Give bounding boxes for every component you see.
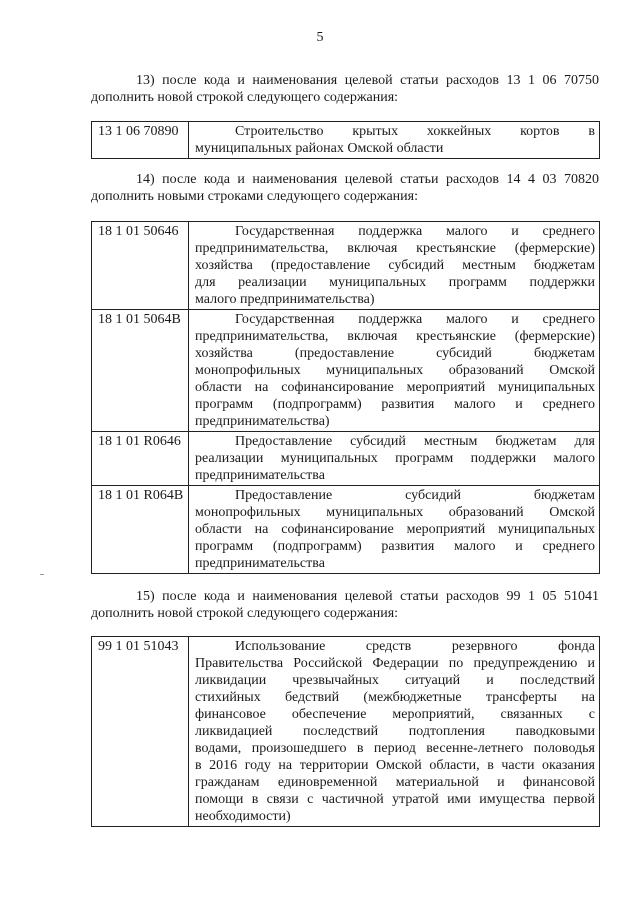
description-line: помощи в связи с частичной утратой ими имущества первой (195, 792, 595, 807)
description-line: ликвидацией последствий подтопления паводковыми (195, 724, 595, 739)
description-line: предпринимательства (195, 556, 325, 571)
section-13-intro-line-2: дополнить новой строкой следующего содержания: (91, 90, 399, 105)
table-row (92, 310, 600, 432)
description-line: области на софинансирование мероприятий муниципальных (195, 522, 595, 537)
description-line: программ (подпрограмм) развития малого и среднего (195, 539, 595, 554)
description-line: хозяйства (предоставление субсидий бюджетам (195, 346, 595, 361)
description-line: стихийных бедствий (межбюджетные трансферты на (195, 690, 595, 705)
description-line: в 2016 году на территории Омской области, в части оказания (195, 758, 595, 773)
description-line: предпринимательства, включая крестьянские (фермерские) (195, 329, 595, 344)
section-13-intro (91, 72, 599, 106)
target-description (189, 122, 600, 159)
table-row (92, 637, 600, 827)
description-line: малого предпринимательства) (195, 292, 375, 307)
target-code: 18 1 01 R0646 (92, 432, 189, 486)
description-line: Предоставление субсидий бюджетам (235, 488, 595, 503)
description-line: гражданам единовременной материальной и финансовой (195, 775, 595, 790)
page-number: 5 (316, 30, 324, 45)
section-15-table (91, 636, 600, 827)
section-15-intro-line-2: дополнить новой строкой следующего содержания: (91, 606, 399, 621)
description-line: хозяйства (предоставление субсидий местным бюджетам (195, 258, 595, 273)
section-15-intro (91, 588, 599, 622)
table-row (92, 486, 600, 574)
target-code: 13 1 06 70890 (92, 122, 189, 159)
description-line: ликвидации чрезвычайных ситуаций и последствий (195, 673, 595, 688)
description-line: финансовое обеспечение мероприятий, связанных с (195, 707, 595, 722)
description-line: реализации муниципальных программ поддержки малого (195, 451, 595, 466)
section-14-intro (91, 171, 599, 205)
description-line: программ (подпрограмм) развития малого и среднего (195, 397, 595, 412)
description-line: предпринимательства) (195, 414, 330, 429)
description-line: монопрофильных муниципальных образований Омской (195, 363, 595, 378)
description-line: предпринимательства (195, 468, 325, 483)
table-row (92, 222, 600, 310)
target-code: 99 1 01 51043 (92, 637, 189, 827)
section-13-table (91, 121, 600, 159)
description-line: монопрофильных муниципальных образований Омской (195, 505, 595, 520)
section-13-intro-line-1: 13) после кода и наименования целевой статьи расходов 13 1 06 70750 (136, 73, 599, 88)
description-line: области на софинансирование мероприятий муниципальных (195, 380, 595, 395)
description-line: Государственная поддержка малого и среднего (235, 312, 595, 327)
section-14-intro-line-1: 14) после кода и наименования целевой статьи расходов 14 4 03 70820 (136, 172, 599, 187)
description-line: муниципальных районах Омской области (195, 141, 444, 156)
description-line: для реализации муниципальных программ поддержки (195, 275, 595, 290)
table-row (92, 122, 600, 159)
target-description (189, 310, 600, 432)
description-line: необходимости) (195, 809, 291, 824)
target-code: 18 1 01 5064B (92, 310, 189, 432)
table-row (92, 432, 600, 486)
description-line: Строительство крытых хоккейных кортов в (235, 124, 595, 139)
target-code: 18 1 01 R064B (92, 486, 189, 574)
target-description (189, 222, 600, 310)
description-line: Правительства Российской Федерации по предупреждению и (195, 656, 595, 671)
target-description (189, 486, 600, 574)
section-15-intro-line-1: 15) после кода и наименования целевой статьи расходов 99 1 05 51041 (136, 589, 599, 604)
description-line: Государственная поддержка малого и среднего (235, 224, 595, 239)
description-line: предпринимательства, включая крестьянские (фермерские) (195, 241, 595, 256)
section-14-table (91, 221, 600, 574)
section-14-intro-line-2: дополнить новыми строками следующего содержания: (91, 189, 418, 204)
margin-mark (40, 574, 44, 575)
target-description (189, 432, 600, 486)
target-description (189, 637, 600, 827)
description-line: водами, произошедшего в период весенне-летнего половодья (195, 741, 595, 756)
target-code: 18 1 01 50646 (92, 222, 189, 310)
description-line: Использование средств резервного фонда (235, 639, 595, 654)
description-line: Предоставление субсидий местным бюджетам для (235, 434, 595, 449)
